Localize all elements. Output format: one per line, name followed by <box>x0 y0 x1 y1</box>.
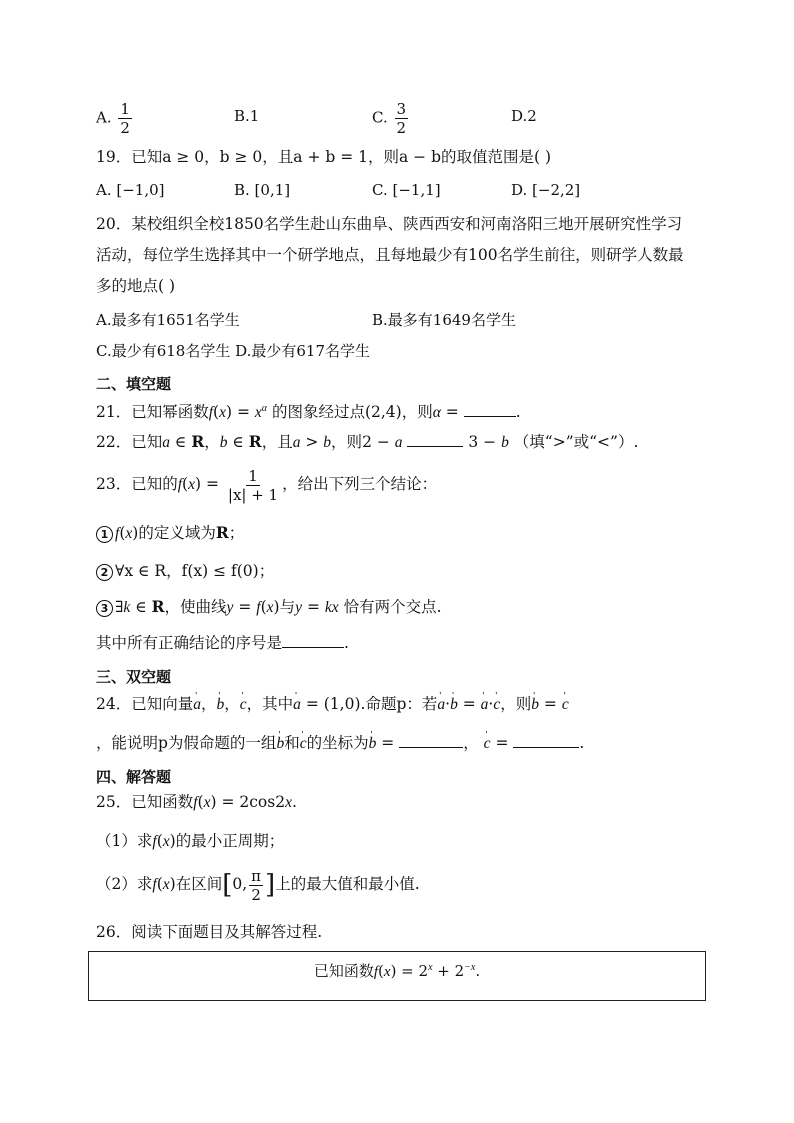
option-label: A. <box>96 108 112 127</box>
q24-text: ，能说明p为假命题的一组 <box>96 734 277 752</box>
math-var: x <box>383 964 391 980</box>
math-expr: a <box>162 434 170 451</box>
q26-problem-box <box>88 951 706 1001</box>
math-expr: b <box>501 434 509 451</box>
numerator: π <box>251 866 262 885</box>
math-expr: a <box>394 434 403 451</box>
q25-text: （1）求 <box>96 832 153 850</box>
q24-text: 24．已知向量 <box>96 695 194 713</box>
q23-item-3: 3 ∃k ∈ R，使曲线y = f(x)与y = kx 恰有两个交点. <box>96 597 442 618</box>
q21-text: . <box>515 403 521 422</box>
vector-c: ' c <box>300 735 307 752</box>
q21-text: 21．已知幂函数 <box>96 403 209 422</box>
math-var: x <box>162 876 170 893</box>
q24-text: ，其中 <box>246 695 294 713</box>
math-set: R <box>215 523 229 542</box>
denominator: |x| + 1 <box>227 485 279 504</box>
q21-stem: 21．已知幂函数$f(x) = x^\alpha$ 的图象经过点(2,4)，则α = . <box>96 403 521 422</box>
numerator: 3 <box>396 100 407 118</box>
fraction <box>395 100 409 137</box>
numerator: 1 <box>248 466 258 485</box>
q23-item-2 <box>96 561 274 581</box>
q19-option-b: B. [0,1] <box>234 181 291 199</box>
q24-text: ， <box>463 734 479 752</box>
vector-a: ' a <box>193 696 201 713</box>
math-expr: b <box>219 434 228 451</box>
circled-number: 2 <box>96 564 113 581</box>
vector-a: ' a <box>481 696 489 713</box>
q20-option-b: B.最多有1649名学生 <box>372 311 516 329</box>
vector-c: ' c <box>484 735 491 752</box>
option-label: C. <box>372 108 388 127</box>
q24-text: 的坐标为 <box>306 734 369 752</box>
answer-blank[interactable] <box>464 402 516 417</box>
q23-item-text: ，使曲线 <box>164 598 227 616</box>
math-set: R <box>151 597 165 616</box>
math-var: x <box>162 833 170 850</box>
answer-blank[interactable] <box>407 432 463 447</box>
q26-box-content: 已知函数$f(x) = 2^x + 2^{-x}$. <box>313 962 481 980</box>
q22-text: 22．已知 <box>96 433 163 451</box>
math-var: x <box>125 525 133 542</box>
q22-stem: 22．已知a ∈ R，b ∈ R，且a > b，则2 − a 3 − b （填“>”或“<”）. <box>96 432 639 451</box>
q24-text: .命题p：若 <box>360 695 438 713</box>
math-expr: b <box>323 434 332 451</box>
q23-text: 23．已知的 <box>96 475 178 493</box>
q20-option-a: A.最多有1651名学生 <box>96 311 240 329</box>
q18-option-c <box>372 100 410 137</box>
q23-item-1: 1 f(x)的定义域为R； <box>96 523 244 544</box>
q25-text: 上的最大值和最小值. <box>275 875 420 893</box>
math-var: x <box>188 476 195 493</box>
math-set: R <box>191 432 205 451</box>
q18-option-d: D.2 <box>511 107 537 125</box>
vector-b: ' b <box>531 696 539 713</box>
q23-item-text: ∀x ∈ R，f(x) ≤ f(0)； <box>115 562 275 580</box>
math-var: x <box>266 599 274 616</box>
section-heading-double-blank: 三、双空题 <box>96 668 172 686</box>
denominator: 2 <box>251 885 261 904</box>
vector-c: ' c <box>562 696 569 713</box>
vector-b: ' b <box>217 696 225 713</box>
math-expr: f <box>152 833 157 850</box>
q19-option-c: C. [−1,1] <box>372 181 441 199</box>
answer-blank[interactable] <box>282 633 344 648</box>
q25-text: 25．已知函数 <box>96 793 194 811</box>
section-heading-solution: 四、解答题 <box>96 768 172 786</box>
q25-stem: 25．已知函数f(x) = 2cos2x. <box>96 793 297 811</box>
q20-option-cd: C.最少有618名学生 D.最少有617名学生 <box>96 342 371 360</box>
vector-b: ' b <box>450 696 458 713</box>
q22-text: ，且 <box>261 433 293 451</box>
q20-line-1: 20．某校组织全校1850名学生赴山东曲阜、陕西西安和河南洛阳三地开展研究性学习 <box>96 215 683 233</box>
q24-text: 和 <box>284 734 300 752</box>
answer-blank[interactable] <box>399 733 463 748</box>
q23-item-text: 恰有两个交点. <box>343 598 442 616</box>
math-expr: y <box>295 599 303 616</box>
vector-b: ' b <box>276 735 284 752</box>
vector-a: ' a <box>293 696 301 713</box>
q26-stem: 26．阅读下面题目及其解答过程. <box>96 923 323 941</box>
q18-option-a <box>96 100 134 137</box>
circled-number: 3 <box>96 600 113 617</box>
fraction <box>226 467 280 504</box>
q23-stem: 23．已知的f(x) = $\frac{1}{|x| + 1}$ ，给出下列三个结论： <box>96 466 438 504</box>
q19-stem: 19．已知a ≥ 0，b ≥ 0，且a + b = 1，则a − b的取值范围是( ) <box>96 148 552 166</box>
q25-part-1: （1）求f(x)的最小正周期； <box>96 832 285 850</box>
q18-option-b: B.1 <box>234 107 260 125</box>
math-expr: f <box>193 794 198 811</box>
math-var: x <box>285 794 292 811</box>
math-expr: f <box>208 404 214 422</box>
q22-text: ， <box>204 433 220 451</box>
q22-text: （填“>”或“<”）. <box>513 433 639 451</box>
q23-item-text: 与 <box>279 598 296 616</box>
q25-text: （2）求 <box>96 875 153 893</box>
q24-line-1: 24．已知向量' a，' b，' c，其中' a = (1,0).命题p：若' a·' b = ' a·' c，则' b = ' c <box>96 694 569 715</box>
math-expr: $x^\alpha$ <box>254 403 268 422</box>
math-expr: f <box>177 476 183 493</box>
numerator: 1 <box>120 100 130 118</box>
math-expr: f <box>115 525 120 542</box>
math-expr: f <box>373 964 379 980</box>
q25-part-2: （2）求f(x)在区间[0, $\frac{\pi}{2}$ ]上的最大值和最小值. <box>96 866 420 904</box>
q24-text: . <box>579 734 585 752</box>
q26-text: 已知函数 <box>313 962 374 980</box>
q23-tail: 其中所有正确结论的序号是 . <box>96 634 349 652</box>
q19-option-a: A. [−1,0] <box>96 181 165 199</box>
math-set: R <box>248 432 262 451</box>
vector-b: ' b <box>369 735 377 752</box>
q19-option-d: D. [−2,2] <box>511 181 581 199</box>
q20-line-3: 多的地点( ) <box>96 277 176 295</box>
math-var: x <box>203 794 211 811</box>
circled-number: 1 <box>96 526 113 543</box>
math-expr: y <box>226 599 234 616</box>
bracket-left: [ <box>222 870 233 900</box>
fraction <box>118 100 132 137</box>
fraction <box>249 867 263 904</box>
q23-item-text: 的定义域为 <box>138 524 216 542</box>
math-expr: kx <box>324 599 339 616</box>
denominator: 2 <box>396 119 407 137</box>
q25-text: 在区间 <box>175 875 223 893</box>
q25-text: 的最小正周期； <box>175 832 285 850</box>
vector-a: ' a <box>437 696 445 713</box>
math-expr: f <box>152 876 157 893</box>
bracket-right: ] <box>265 870 276 900</box>
q22-text: ，则 <box>331 433 363 451</box>
q24-line-2: ，能说明p为假命题的一组' b和' c的坐标为' b = ， ' c = . <box>96 733 584 754</box>
q23-text: ，给出下列三个结论： <box>282 475 438 493</box>
q21-text: 的图象经过点(2,4)，则 <box>267 403 433 422</box>
vector-c: ' c <box>240 696 247 713</box>
denominator: 2 <box>120 119 130 137</box>
math-expr: f <box>256 599 261 616</box>
math-var: k <box>123 599 131 616</box>
math-expr: a <box>292 434 301 451</box>
section-heading-fill-in: 二、填空题 <box>96 375 172 393</box>
q23-text: 其中所有正确结论的序号是 <box>96 634 283 652</box>
answer-blank[interactable] <box>513 733 579 748</box>
q20-line-2: 活动，每位学生选择其中一个研学地点，且每地最少有100名学生前往，则研学人数最 <box>96 246 684 264</box>
vector-c: ' c <box>493 696 500 713</box>
math-var: α <box>432 404 441 422</box>
math-var: x <box>219 404 226 422</box>
q24-text: ，则 <box>500 695 532 713</box>
